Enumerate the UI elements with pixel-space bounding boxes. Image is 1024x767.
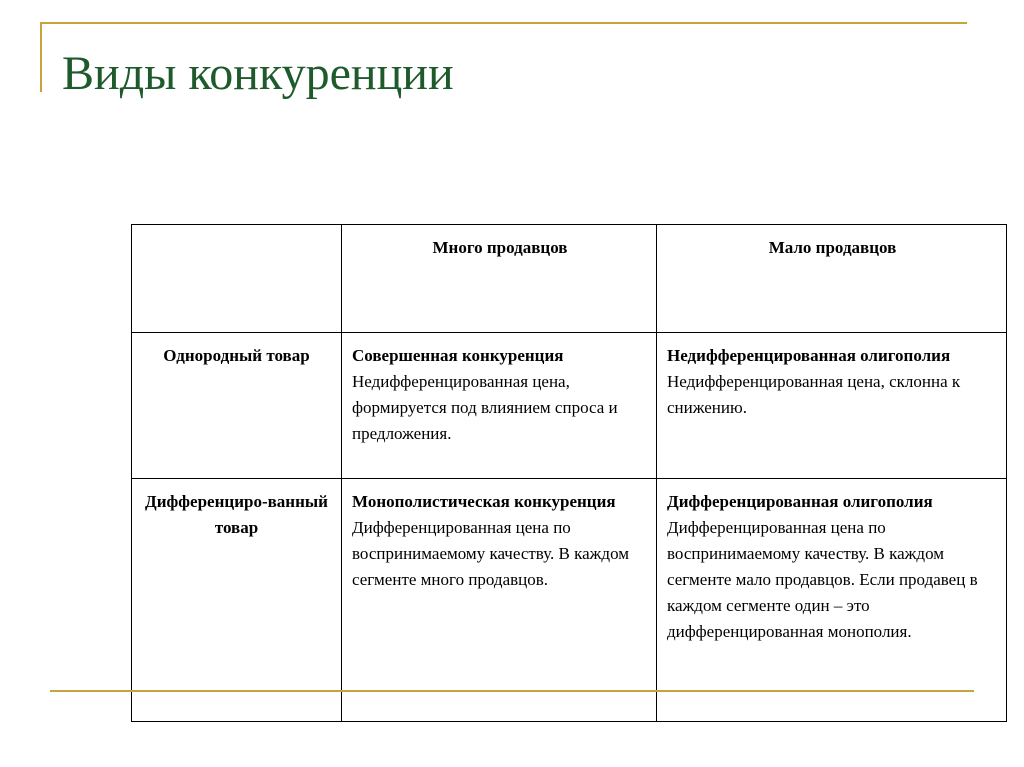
header-few-sellers: Мало продавцов: [657, 225, 1007, 333]
cell-title: Совершенная конкуренция: [352, 346, 564, 365]
cell-title: Дифференцированная олигополия: [667, 492, 933, 511]
cell-differentiated-oligopoly: [657, 479, 1007, 722]
slide-title: Виды конкуренции: [62, 47, 454, 100]
cell-body: Дифференцированная цена по воспринимаемому качеству. В каждом сегменте мало продавцов. Если продавец в каждом сегменте один – это дифференцированная монополия.: [667, 518, 978, 641]
cell-undifferentiated-oligopoly: [657, 333, 1007, 479]
cell-body: Дифференцированная цена по воспринимаемому качеству. В каждом сегменте много продавцов.: [352, 518, 630, 589]
cell-body: Недифференцированная цена, формируется под влиянием спроса и предложения.: [352, 372, 618, 443]
cell-title: Монополистическая конкуренция: [352, 492, 616, 511]
cell-monopolistic-competition: [342, 479, 657, 722]
header-many-sellers: Много продавцов: [342, 225, 657, 333]
table-row-differentiated: [132, 479, 1007, 722]
top-decorative-rule: [40, 22, 967, 24]
competition-types-table: [131, 224, 1007, 722]
left-decorative-rule: [40, 22, 42, 92]
cell-perfect-competition: [342, 333, 657, 479]
cell-title: Недифференцированная олигополия: [667, 346, 951, 365]
bottom-decorative-rule: [50, 690, 974, 692]
cell-body: Недифференцированная цена, склонна к снижению.: [667, 372, 961, 417]
row-label-differentiated-product: Дифференциро-ванный товар: [132, 479, 342, 722]
table-row-homogeneous: [132, 333, 1007, 479]
row-label-homogeneous-product: Однородный товар: [132, 333, 342, 479]
header-corner-cell: [132, 225, 342, 333]
table-header-row: [132, 225, 1007, 333]
